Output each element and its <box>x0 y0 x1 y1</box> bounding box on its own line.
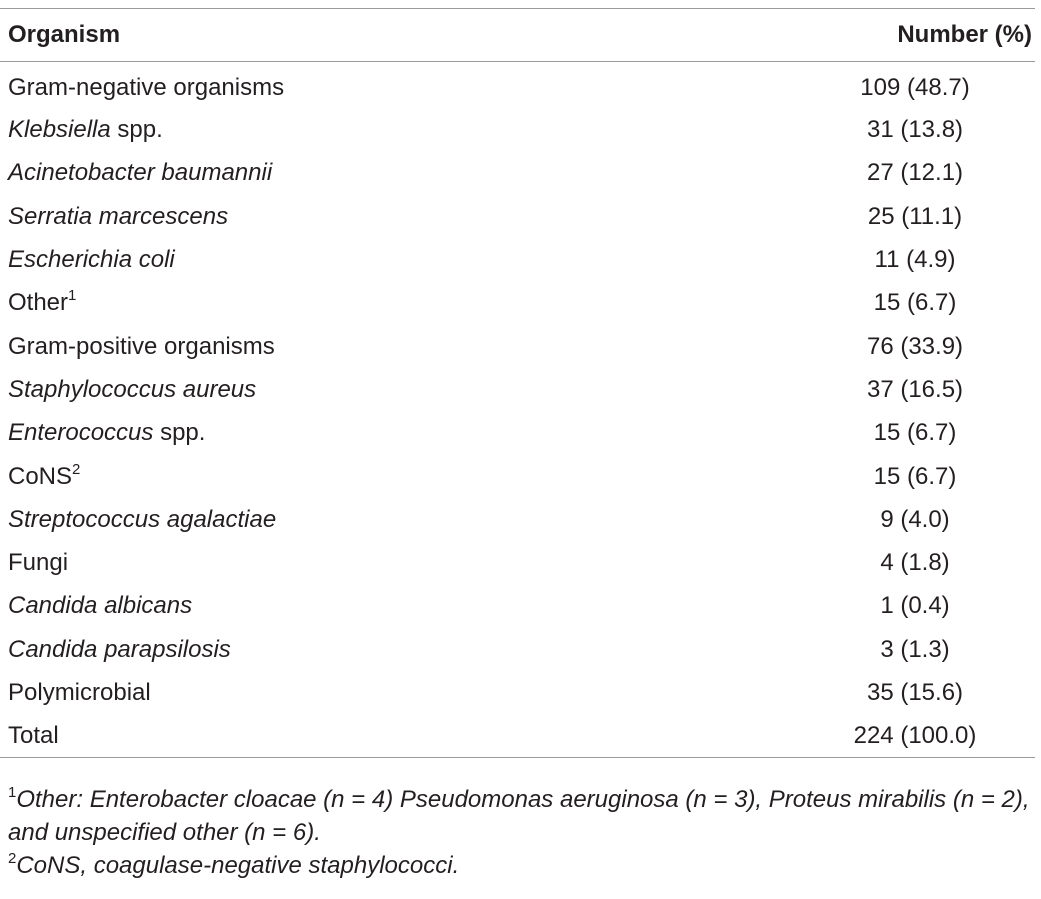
footnote-marker: 1 <box>68 287 77 305</box>
organism-label: Klebsiella <box>8 116 111 144</box>
number-cell <box>775 195 1035 238</box>
organism-cell <box>0 109 775 152</box>
table-row <box>0 541 1035 584</box>
footnote-2 <box>8 849 1033 882</box>
organism-cell <box>0 541 775 584</box>
organism-cell <box>0 412 775 455</box>
footnote-1-mark: 1 <box>8 784 17 801</box>
table-row <box>0 195 1035 238</box>
table-row <box>0 325 1035 368</box>
table-row <box>0 152 1035 195</box>
organism-cell <box>0 238 775 281</box>
footnote-2-mark: 2 <box>8 850 17 867</box>
number-cell <box>775 238 1035 281</box>
organism-cell <box>0 585 775 628</box>
number-value: 3 (1.3) <box>880 635 950 663</box>
footnote-1-text: Other: Enterobacter cloacae (n = 4) Pseudomonas aeruginosa (n = 3), Proteus mirabilis (n = 2), and unspecified other (n = 6). <box>8 786 1030 846</box>
number-cell <box>775 628 1035 671</box>
organism-cell <box>0 152 775 195</box>
footnotes <box>8 783 1033 882</box>
organism-cell <box>0 715 775 758</box>
number-value: 31 (13.8) <box>866 116 964 144</box>
number-cell <box>775 282 1035 325</box>
organism-label: Gram-negative organisms <box>8 73 285 101</box>
number-cell <box>775 152 1035 195</box>
number-value: 9 (4.0) <box>880 505 950 533</box>
number-cell <box>775 62 1035 109</box>
column-header-number: Number (%) <box>897 21 1032 48</box>
organism-cell <box>0 325 775 368</box>
organism-cell <box>0 282 775 325</box>
table-row <box>0 455 1035 498</box>
number-cell <box>775 109 1035 152</box>
table-row <box>0 498 1035 541</box>
table-row <box>0 715 1035 758</box>
number-cell <box>775 368 1035 411</box>
organism-label: Staphylococcus aureus <box>8 375 257 403</box>
organism-label: Candida parapsilosis <box>8 635 231 663</box>
table-header-row <box>0 9 1035 62</box>
number-cell <box>775 498 1035 541</box>
organism-label: Total <box>8 722 59 750</box>
organism-cell <box>0 455 775 498</box>
table-row <box>0 62 1035 109</box>
table-row <box>0 671 1035 714</box>
number-value: 76 (33.9) <box>866 332 964 360</box>
table-row <box>0 628 1035 671</box>
organism-cell <box>0 498 775 541</box>
number-value: 37 (16.5) <box>866 375 964 403</box>
table-row <box>0 412 1035 455</box>
organism-cell <box>0 368 775 411</box>
organism-label: CoNS <box>8 462 73 490</box>
number-cell <box>775 715 1035 758</box>
organism-label: Enterococcus <box>8 419 154 447</box>
number-value: 25 (11.1) <box>867 202 963 230</box>
footnote-2-text: CoNS, coagulase-negative staphylococci. <box>16 852 460 879</box>
number-value: 109 (48.7) <box>860 73 970 101</box>
organism-label: Other <box>8 289 69 317</box>
organism-cell <box>0 628 775 671</box>
table-body <box>0 62 1035 758</box>
table-row <box>0 585 1035 628</box>
number-value: 1 (0.4) <box>880 592 950 620</box>
organism-label: Fungi <box>8 549 69 577</box>
column-header-organism: Organism <box>8 21 121 48</box>
organism-label: Polymicrobial <box>8 679 151 706</box>
organism-label-suffix: spp. <box>153 419 206 447</box>
organism-label: Streptococcus agalactiae <box>8 505 277 533</box>
table-row <box>0 238 1035 281</box>
number-cell <box>775 585 1035 628</box>
footnote-marker: 2 <box>72 460 81 478</box>
number-cell <box>775 412 1035 455</box>
number-value: 27 (12.1) <box>866 159 964 187</box>
table-row <box>0 368 1035 411</box>
number-cell <box>775 671 1035 714</box>
number-cell <box>775 541 1035 584</box>
number-value: 15 (6.7) <box>873 419 957 447</box>
organism-table <box>0 8 1035 758</box>
number-value: 15 (6.7) <box>873 289 957 317</box>
organism-cell <box>0 62 775 109</box>
number-cell <box>775 455 1035 498</box>
organism-label: Serratia marcescens <box>8 202 229 230</box>
organism-label: Escherichia coli <box>8 246 175 274</box>
organism-cell <box>0 671 775 714</box>
number-value: 15 (6.7) <box>873 462 957 490</box>
number-value: 11 (4.9) <box>874 246 956 274</box>
number-value: 4 (1.8) <box>880 549 950 577</box>
organism-label: Gram-positive organisms <box>8 332 275 360</box>
number-value: 224 (100.0) <box>853 722 977 750</box>
organism-label-suffix: spp. <box>110 116 163 144</box>
table-row <box>0 109 1035 152</box>
organism-label: Candida albicans <box>8 592 193 620</box>
organism-label: Acinetobacter baumannii <box>8 159 273 187</box>
number-value: 35 (15.6) <box>866 679 964 706</box>
table-row <box>0 282 1035 325</box>
footnote-1 <box>8 783 1033 849</box>
number-cell <box>775 325 1035 368</box>
organism-table-container <box>0 8 1035 758</box>
organism-cell <box>0 195 775 238</box>
